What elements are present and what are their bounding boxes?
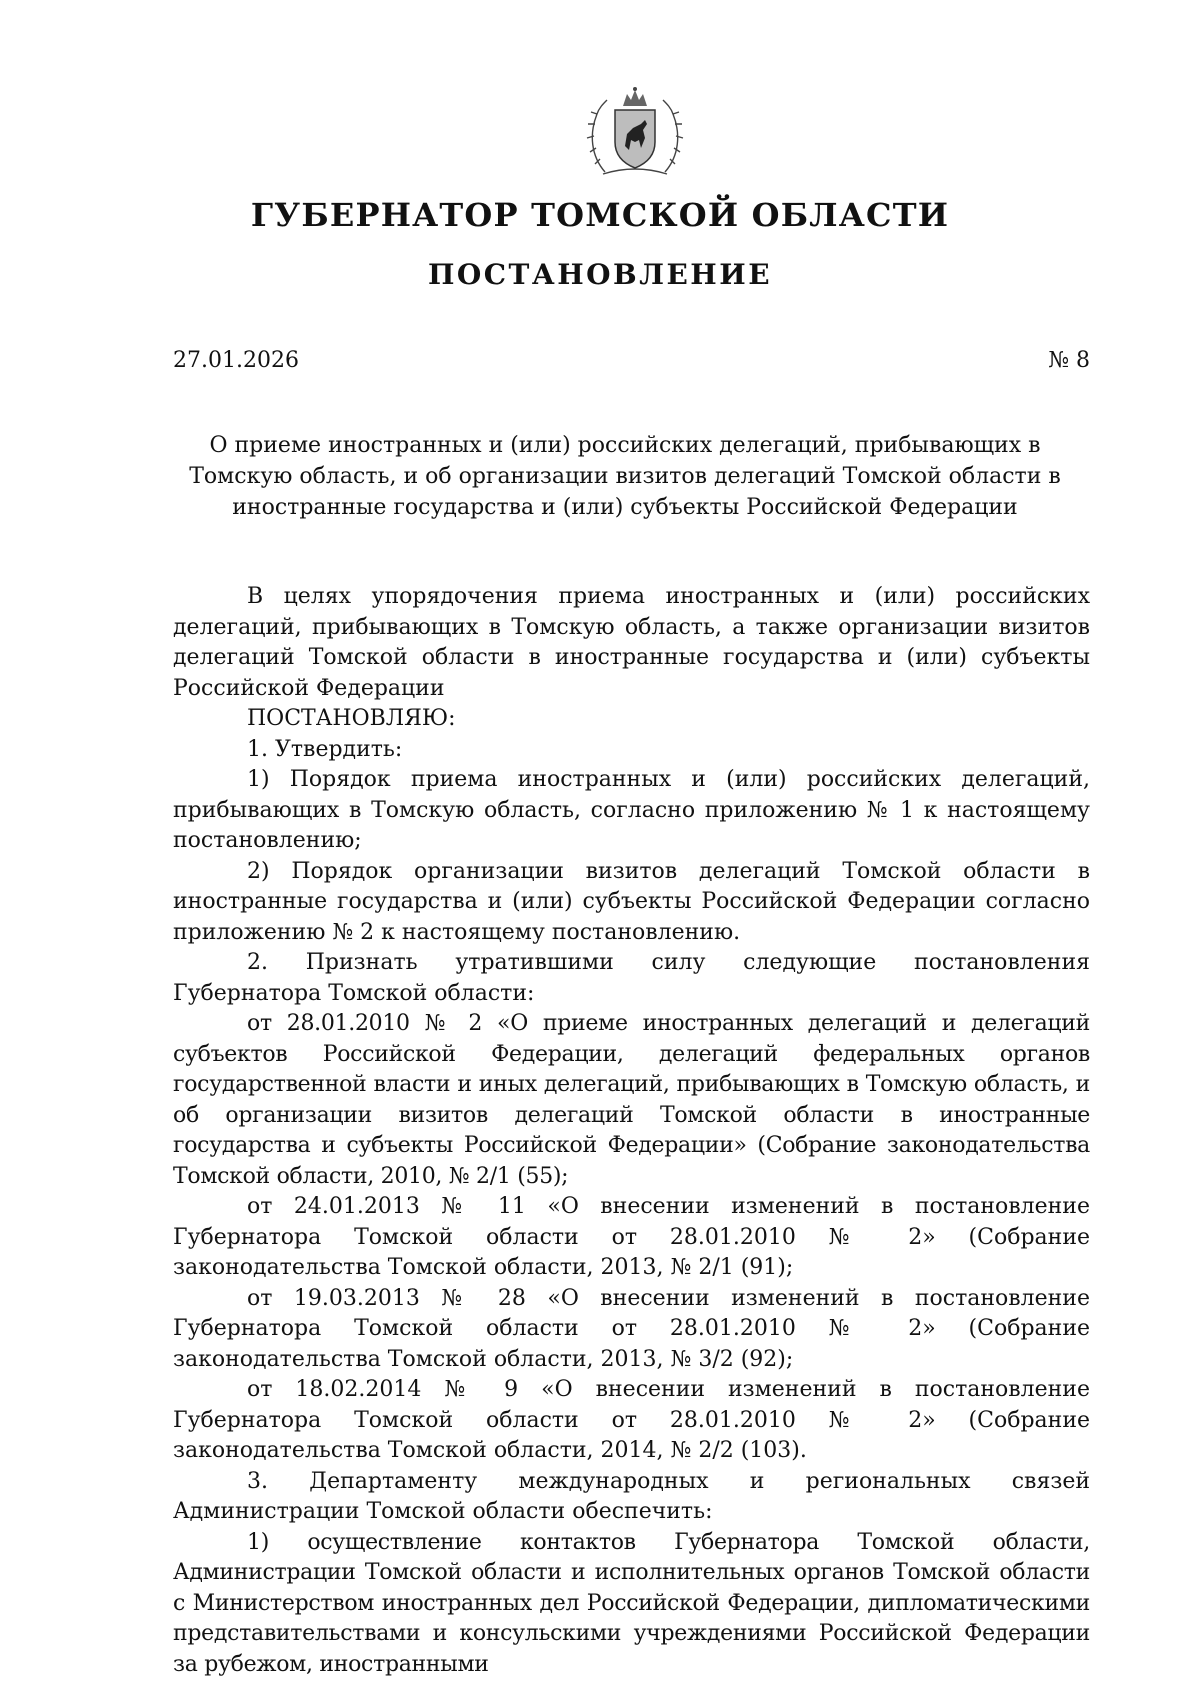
clause-3: 3. Департаменту международных и региональных связей Администрации Томской области обеспечить:: [173, 1468, 1090, 1524]
clause-1-item-2: 2) Порядок организации визитов делегаций Томской области в иностранные государства и (или) субъекты Российской Федерации согласно приложению № 2 к настоящему постановлению.: [173, 858, 1090, 945]
document-type: ПОСТАНОВЛЕНИЕ: [427, 258, 773, 291]
clause-3-item-1: 1) осуществление контактов Губернатора Томской области, Администрации Томской области и исполнительных органов Томской области с Министерством иностранных дел Российской Федерации, дипломатическими представительствами и консульскими учреждениями Российской Федерации за рубежом, иностранными: [173, 1529, 1090, 1677]
clause-1-item-1: 1) Порядок приема иностранных и (или) российских делегаций, прибывающих в Томскую область, согласно приложению № 1 к настоящему постановлению;: [173, 767, 1090, 853]
document-subject: О приеме иностранных и (или) российских делегаций, прибывающих в Томскую область, и об организации визитов делегаций Томской области в иностранные государства и (или) субъекты Российской Федерации: [189, 433, 1061, 520]
repealed-act-2: от 24.01.2013 № 11 «О внесении изменений в постановление Губернатора Томской области от 28.01.2010 № 2» (Собрание законодательства Томской области, 2013, № 2/1 (91);: [173, 1194, 1090, 1280]
document-body: [173, 582, 1090, 1680]
preamble-paragraph: В целях упорядочения приема иностранных и (или) российских делегаций, прибывающих в Томскую область, а также организации визитов делегаций Томской области в иностранные государства и (или) субъекты Российской Федерации: [173, 584, 1090, 701]
coat-of-arms-emblem: [585, 84, 685, 182]
document-number: № 8: [1048, 348, 1090, 373]
resolve-heading: ПОСТАНОВЛЯЮ:: [247, 706, 456, 731]
repealed-act-1: от 28.01.2010 № 2 «О приеме иностранных делегаций и делегаций субъектов Российской Федерации, делегаций федеральных органов государственной власти и иных делегаций, прибывающих в Томскую область, и об организации визитов делегаций Томской области в иностранные государства и субъекты Российской Федерации» (Собрание законодательства Томской области, 2010, № 2/1 (55);: [173, 1011, 1090, 1189]
clause-1: 1. Утвердить:: [247, 736, 403, 762]
document-date: 27.01.2026: [173, 348, 299, 373]
repealed-act-4: от 18.02.2014 № 9 «О внесении изменений в постановление Губернатора Томской области от 28.01.2010 № 2» (Собрание законодательства Томской области, 2014, № 2/2 (103).: [173, 1377, 1090, 1463]
repealed-act-3: от 19.03.2013 № 28 «О внесении изменений в постановление Губернатора Томской области от 28.01.2010 № 2» (Собрание законодательства Томской области, 2013, № 3/2 (92);: [173, 1285, 1090, 1372]
issuer-title: ГУБЕРНАТОР ТОМСКОЙ ОБЛАСТИ: [250, 196, 950, 234]
clause-2: 2. Признать утратившими силу следующие постановления Губернатора Томской области:: [173, 950, 1090, 1006]
